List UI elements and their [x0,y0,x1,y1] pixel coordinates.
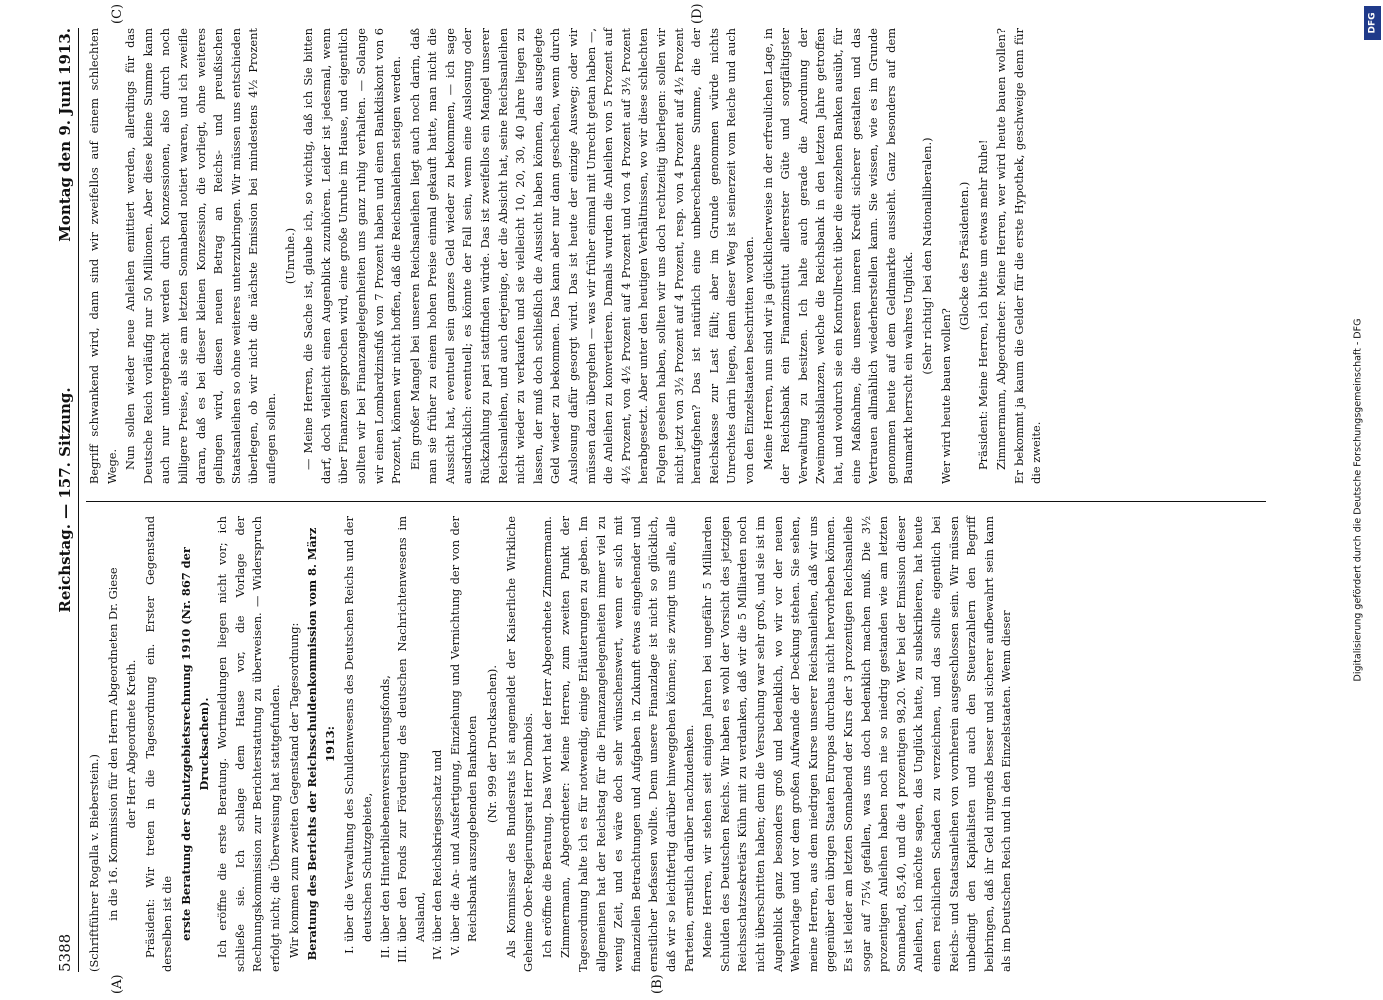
report-item: IV. über den Reichskriegsschatz und [429,516,447,942]
speech-paragraph: Meine Herren, nun sind wir ja glücklicherweise in der erfreulichen Lage, in der Reichsbank ein Finanzinstitut allererster Güte und sorgfältigster Verwaltung zu besitzen. Ich halte auch gerade die Anordnung der Zweimonatsbilanzen, welche die Reichsbank in den letzten Jahre getroffen hat, und wodurch sie ein Kontrollrecht über die einzelnen Banken ausübt, für eine Maßnahme, die unseren inneren Kredit sicherer gestalten und das Vertrauen allmählich wiederherstellen kann. Sie wissen, wie es im Grunde genommen heute auf dem Geldmarkte aussieht. Ganz besonders auf dem Baumarkt herrscht ein wahres Unglück. [760,28,916,484]
commission-line: in die 16. Kommission für den Herrn Abgeordneten Dr. Giese [105,567,120,921]
session-date: Montag den 9. Juni 1913. [56,28,74,242]
first-deliberation: Ich eröffne die erste Beratung. Wortmeldungen liegen nicht vor; ich schließe sie. Ich schlage dem Hause vor, die Vorlage der Rechnungskommission zur Berichterstattung zu überweisen. — Widerspruch erfolgt nicht; die Überweisung hat stattgefunden. [215,516,282,972]
speech-paragraph: Begriff schwankend wird, dann sind wir zweifellos auf einem schlechten Wege. [87,28,119,484]
interjection: (Glocke des Präsidenten.) [957,181,972,331]
left-column [86,516,1017,972]
report-item: III. über den Fonds zur Förderung des deutschen Nachrichtenwesens im Ausland, [394,516,429,942]
speech-paragraph: Meine Herren, wir stehen seit einigen Jahren bei ungefähr 5 Milliarden Schulden des Deutschen Reichs. Wir haben es wohl der Vorsicht des jetzigen Reichsschatzsekretärs Kühn mit zu verdanken, daß wir die 5 Milliarden noch nicht überschritten haben; denn die Versuchung war sehr groß, und sie ist im Augenblick ganz besonders groß und bedenklich, wo wir vor der neuen Wehrvorlage und vor dem großen Aufwande der Deckung stehen. Sie sehen, meine Herren, aus dem niedrigen Kurse unserer Reichsanleihen, daß wir uns gegenüber den übrigen Staaten Europas durchaus nicht hervorheben können. Es ist leider am letzten Sonnabend der Kurs der 3 prozentigen Reichsanleihe sogar auf 75¼ gefallen, was uns doch bedenklich machen muß. Die 3½ prozentigen Anleihen haben noch nie so niedrig gestanden wie am letzten Sonnabend, 85,40, und die 4 prozentigen 98,20. Wer bei der Emission dieser Anleihen, ich möchte sagen, das Unglück hatte, zu subskribieren, hat heute einen reichlichen Schaden zu verzeichnen, und das sollte eigentlich bei Reichs- und Staatsanleihen von vornherein ausgeschlossen sein. Wir müssen unbedingt den Kapitalisten und auch den Steuerzahlern den Begriff beibringen, daß ihr Geld nirgends besser und sicherer aufbewahrt sein kann als im Deutschen Reich und in den Einzelstaaten. Wenn dieser [700,516,1014,972]
document-reference: (Nr. 999 der Drucksachen). [485,665,500,823]
right-column [86,28,1047,484]
margin-marker-d: (D) [690,3,705,24]
second-item-intro: Wir kommen zum zweiten Gegenstand der Tagesordnung: [286,622,301,958]
speech-line: Wer wird heute bauen wollen? [938,308,953,484]
dfg-logo [1364,6,1381,40]
speech-paragraph: — Meine Herren, die Sache ist, glaube ich, so wichtig, daß ich Sie bitten darf, doch vielleicht einen Augenblick zuzuhören. Leider ist jedesmal, wenn über Finanzen gesprochen wird, eine große Unruhe im Hause, und eigentlich sollten wir bei Finanzangelegenheiten uns ganz ruhig verhalten. — Solange wir einen Lombardzinsfuß von 7 Prozent haben und einen Bankdiskont von 6 Prozent, können wir nicht hoffen, daß die Reichsanleihen steigen werden. [301,28,404,484]
margin-marker-a: (A) [110,974,125,994]
president-remark: Präsident: Meine Herren, ich bitte um etwas mehr Ruhe! [975,139,990,470]
agenda-item-2: Beratung des Berichts der Reichsschuldenkommission vom 8. März 1913: [305,527,337,961]
speech-paragraph: Ein großer Mangel bei unseren Reichsanleihen liegt auch noch darin, daß man sie früher zu einem hohen Preise einmal gekauft hatte, man nicht die Aussicht hat, eventuell sein ganzes Geld wieder zu bekommen, — ich sage ausdrücklich: eventuell; es könnte der Fall sein, wenn eine Auslosung oder Rückzahlung zu pari stattfinden würde. Das ist zweifellos ein Mangel unserer Reichsanleihen, und auch derjenige, der die Absicht hat, seine Reichsanleihen nicht wieder zu verkaufen und sie vielleicht 10, 20, 30, 40 Jahre liegen zu lassen, der muß doch schließlich die Aussicht haben können, das ausgelegte Geld wieder zu bekommen. Das kann aber nur dann geschehen, wenn durch Auslosung dafür gesorgt wird. Das ist heute der einzige Ausweg; oder wir müssen dazu übergehen — was wir früher einmal mit Unrecht getan haben —, die Anleihen zu konvertieren. Damals wurden die Anleihen von 5 Prozent auf 4½ Prozent, von 4½ Prozent auf 4 Prozent und von 4 Prozent auf 3½ Prozent herabgesetzt. Aber unter den heutigen Verhältnissen, wo wir diese schlechten Folgen gesehen haben, sollten wir uns doch rechtzeitig überlegen: sollen wir nicht jetzt von 3½ Prozent auf 4 Prozent, resp. von 4 Prozent auf 4½ Prozent heraufgehen? Das ist natürlich eine unberechenbare Summe, die der Reichskasse zur Last fällt; aber im Grunde genommen würde nichts Unrechtes darin liegen, denn dieser Weg ist seinerzeit vom Reiche und auch von den Einzelstaaten beschritten worden. [407,28,756,484]
dfg-logo-text: DFG [1367,12,1378,34]
margin-marker-c: (C) [110,3,125,24]
report-item: V. über die An- und Ausfertigung, Einziehung und Vernichtung der von der Reichsbank auszugebenden Banknoten [447,516,482,942]
secretary-note: (Schriftführer Rogalla v. Bieberstein.) [87,754,101,972]
commission-member: der Herr Abgeordnete Kreth. [124,659,139,829]
session-title: Reichstag. — 157. Sitzung. [56,387,74,613]
running-header [52,28,79,972]
margin-marker-b: (B) [650,974,665,994]
floor-given: Ich eröffne die Beratung. Das Wort hat der Herr Abgeordnete Zimmermann. [539,516,554,958]
column-divider [86,501,1266,502]
report-item: II. über den Hinterbliebenenversicherungsfonds, [377,516,395,942]
speech-paragraph: Zimmermann, Abgeordneter: Meine Herren, wer wird heute bauen wollen? Er bekommt ja kaum die Gelder für die erste Hypothek, geschweige denn für die zweite. [994,28,1044,484]
page-number: 5388 [56,933,74,972]
digitization-credit: Digitalisierung gefördert durch die Deutsche Forschungsgemeinschaft - DFG [1352,318,1364,682]
commissioner-note: Als Kommissar des Bundesrats ist angemeldet der Kaiserliche Wirkliche Geheime Ober-Regierungsrat Herr Dombois. [503,516,536,972]
interjection: (Sehr richtig! bei den Nationalliberalen.) [919,137,934,375]
report-items [341,516,482,972]
president-opening: Präsident: Wir treten in die Tagesordnung ein. Erster Gegenstand derselben ist die [142,516,175,972]
speech-paragraph: Zimmermann, Abgeordneter: Meine Herren, zum zweiten Punkt der Tagesordnung halte ich es für notwendig, einige Erläuterungen zu geben. Im allgemeinen hat der Reichstag für die Finanzangelegenheiten immer viel zu wenig Zeit, und es wäre doch sehr wünschenswert, wenn er sich mit finanziellen Betrachtungen und Aufgaben in Zukunft etwas eingehender und ernstlicher befassen wollte. Denn unsere Finanzlage ist nicht so glücklich, daß wir so leichtfertig darüber hinweggehen können; sie zwingt uns alle, alle Parteien, ernstlich darüber nachzudenken. [558,516,696,972]
interjection: (Unruhe.) [282,227,297,285]
speech-paragraph: Nun sollen wieder neue Anleihen emittiert werden, allerdings für das Deutsche Reich vorläufig nur 50 Millionen. Aber diese kleine Summe kann auch nur untergebracht werden durch Konzessionen, also durch noch billigere Preise, als sie am letzten Sonnabend notiert waren, und ich zweifle daran, daß es bei dieser kleinen Konzession, die vorliegt, ohne weiteres gelingen wird, diesen neuen Betrag an Reichs- und preußischen Staatsanleihen so ohne weiteres unterzubringen. Wir müssen uns entschieden überlegen, ob wir nicht die nächste Emission bei mindestens 4½ Prozent auflegen sollen. [123,28,278,484]
report-item: I. über die Verwaltung des Schuldenwesens des Deutschen Reichs und der deutschen Schutzgebiete, [341,516,376,942]
agenda-item-1: erste Beratung der Schutzgebietsrechnung 1910 (Nr. 867 der Drucksachen). [178,547,211,941]
